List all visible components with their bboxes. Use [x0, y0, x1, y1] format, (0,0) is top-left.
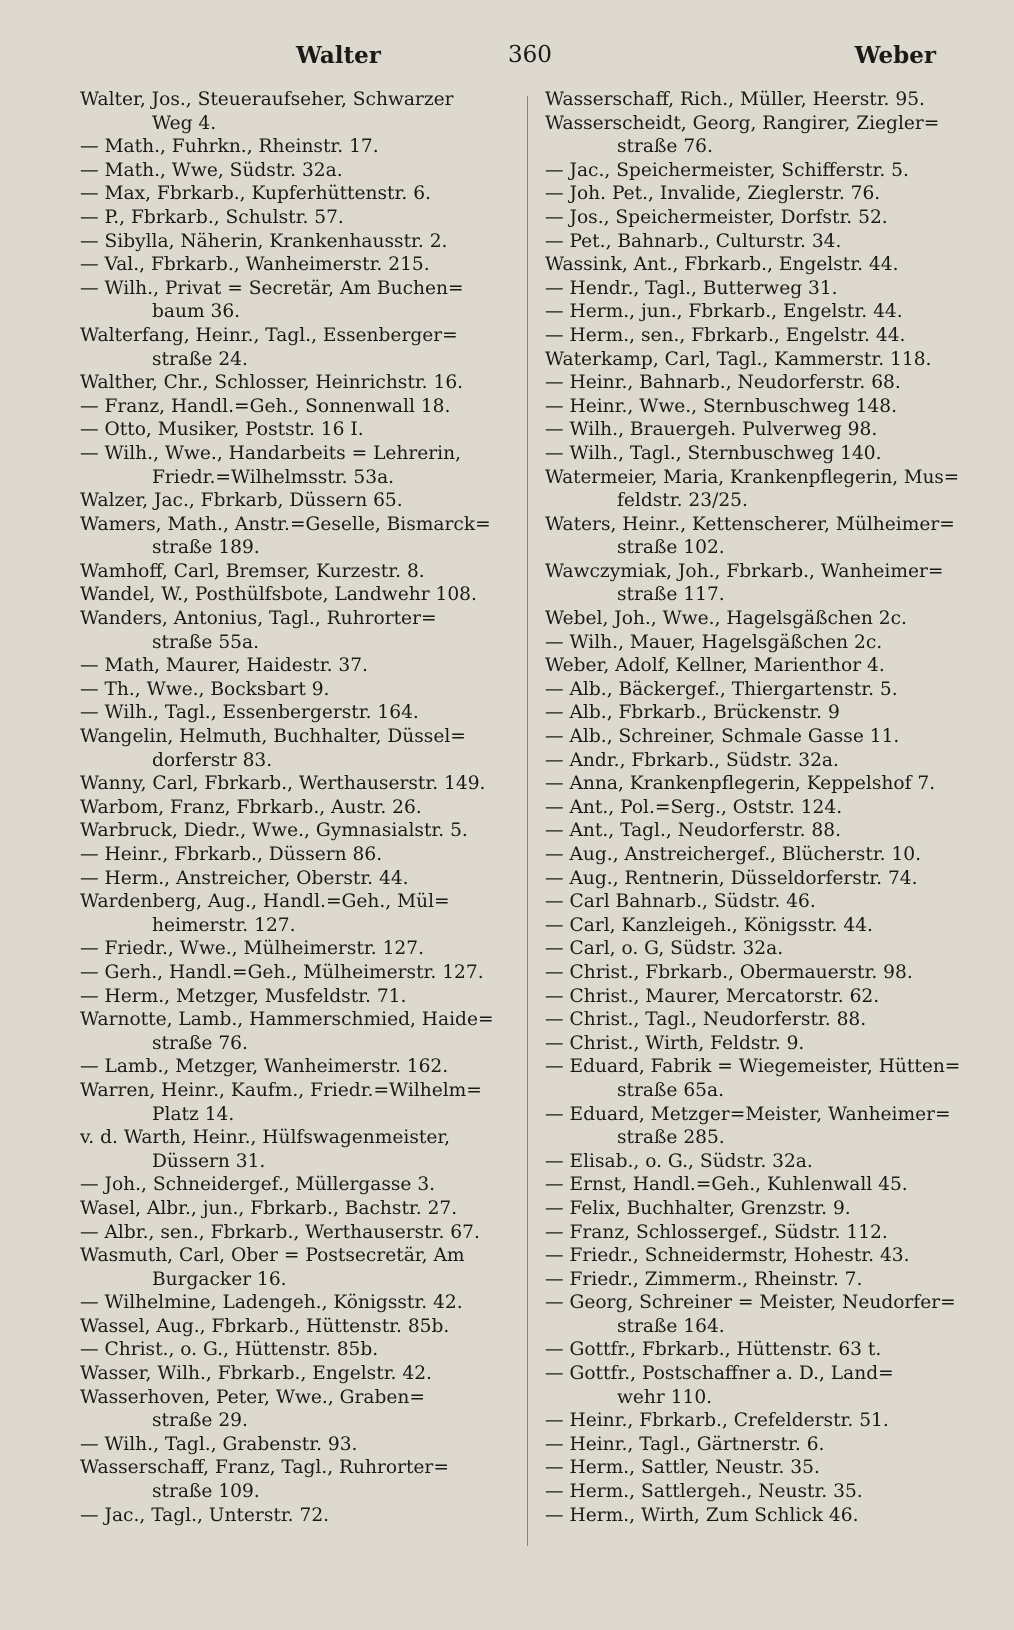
directory-entry	[545, 1433, 963, 1457]
entry-line: Walterfang, Heinr., Tagl., Essenberger=	[80, 324, 458, 346]
directory-entry	[80, 88, 512, 135]
directory-entry	[545, 796, 963, 820]
entry-line: — Alb., Bäckergef., Thiergartenstr. 5.	[545, 678, 898, 700]
entry-line: — Christ., Fbrkarb., Obermauerstr. 98.	[545, 961, 913, 983]
entry-line: Wasel, Albr., jun., Fbrkarb., Bachstr. 27.	[80, 1197, 458, 1219]
entry-line: Warbruck, Diedr., Wwe., Gymnasialstr. 5.	[80, 820, 468, 842]
entry-line: — Christ., Maurer, Mercatorstr. 62.	[545, 985, 880, 1007]
entry-line: Wamers, Math., Anstr.=Geselle, Bismarck=	[80, 513, 491, 535]
entry-line: — Pet., Bahnarb., Culturstr. 34.	[545, 230, 842, 252]
entry-continuation-line: straße 102.	[617, 537, 725, 559]
directory-entry	[545, 1244, 963, 1268]
entry-continuation-line: straße 76.	[617, 136, 713, 158]
directory-entry	[80, 1244, 512, 1291]
entry-line: — Herm., Sattler, Neustr. 35.	[545, 1457, 820, 1479]
directory-entry	[80, 1008, 512, 1055]
directory-entry	[545, 206, 963, 230]
directory-entry	[545, 1032, 963, 1056]
directory-entry	[80, 1386, 512, 1433]
directory-entry	[80, 1197, 512, 1221]
directory-entry	[80, 678, 512, 702]
directory-entry	[80, 701, 512, 725]
directory-entry	[545, 560, 963, 607]
directory-entry	[545, 843, 963, 867]
directory-entry	[80, 819, 512, 843]
directory-entry	[80, 489, 512, 513]
directory-entry	[545, 985, 963, 1009]
directory-entry	[80, 1362, 512, 1386]
directory-entry	[545, 371, 963, 395]
directory-entry	[80, 277, 512, 324]
directory-entry	[80, 159, 512, 183]
directory-entry	[545, 1362, 963, 1409]
entry-line: — Jac., Speichermeister, Schifferstr. 5.	[545, 159, 909, 181]
entry-line: — Otto, Musiker, Poststr. 16 I.	[80, 419, 364, 441]
directory-entry	[80, 961, 512, 985]
entry-continuation-line: straße 55a.	[152, 631, 259, 653]
entry-line: — Herm., Anstreicher, Oberstr. 44.	[80, 867, 409, 889]
entry-line: — Christ., Tagl., Neudorferstr. 88.	[545, 1009, 867, 1031]
directory-entry	[545, 442, 963, 466]
entry-line: — Christ., Wirth, Feldstr. 9.	[545, 1032, 805, 1054]
directory-entry	[545, 749, 963, 773]
entry-continuation-line: straße 285.	[617, 1127, 725, 1149]
entry-line: Walter, Jos., Steueraufseher, Schwarzer	[80, 89, 454, 110]
directory-entry	[80, 1126, 512, 1173]
directory-entry	[545, 631, 963, 655]
entry-line: — Felix, Buchhalter, Grenzstr. 9.	[545, 1197, 851, 1219]
directory-entry	[80, 1055, 512, 1079]
directory-entry	[80, 395, 512, 419]
entry-line: — Math., Wwe, Südstr. 32a.	[80, 159, 343, 181]
directory-entry	[545, 678, 963, 702]
entry-line: — Alb., Fbrkarb., Brückenstr. 9	[545, 702, 840, 724]
entry-line: — Gerh., Handl.=Geh., Mülheimerstr. 127.	[80, 961, 484, 983]
entry-line: — Franz, Schlossergef., Südstr. 112.	[545, 1221, 888, 1243]
entry-line: Wasser, Wilh., Fbrkarb., Engelstr. 42.	[80, 1363, 432, 1385]
page-number: 360	[508, 42, 552, 68]
directory-entry	[545, 1173, 963, 1197]
entry-line: Wardenberg, Aug., Handl.=Geh., Mül=	[80, 891, 450, 913]
directory-entry	[80, 253, 512, 277]
directory-entry	[545, 324, 963, 348]
directory-entry	[545, 395, 963, 419]
entry-line: — Albr., sen., Fbrkarb., Werthauserstr. 67.	[80, 1221, 480, 1243]
entry-line: — Heinr., Wwe., Sternbuschweg 148.	[545, 395, 898, 417]
entry-line: Wasserschaff, Franz, Tagl., Ruhrorter=	[80, 1457, 449, 1479]
directory-entry	[545, 961, 963, 985]
entry-line: v. d. Warth, Heinr., Hülfswagenmeister,	[80, 1127, 451, 1149]
entry-line: Warbom, Franz, Fbrkarb., Austr. 26.	[80, 796, 422, 818]
entry-continuation-line: Platz 14.	[152, 1103, 235, 1125]
directory-entry	[545, 1055, 963, 1102]
directory-entry	[545, 772, 963, 796]
directory-entry	[545, 607, 963, 631]
directory-entry	[80, 1338, 512, 1362]
entry-line: — Jos., Speichermeister, Dorfstr. 52.	[545, 206, 888, 228]
entry-line: — Math., Fuhrkn., Rheinstr. 17.	[80, 136, 379, 158]
directory-entry	[80, 1504, 512, 1528]
entry-line: — Anna, Krankenpflegerin, Keppelshof 7.	[545, 773, 936, 795]
entry-line: — Georg, Schreiner = Meister, Neudorfer=	[545, 1292, 956, 1314]
entry-line: — Heinr., Bahnarb., Neudorferstr. 68.	[545, 372, 901, 394]
entry-line: — P., Fbrkarb., Schulstr. 57.	[80, 206, 344, 228]
entry-line: — Gottfr., Postschaffner a. D., Land=	[545, 1363, 894, 1385]
directory-entry	[80, 867, 512, 891]
entry-line: — Andr., Fbrkarb., Südstr. 32a.	[545, 749, 839, 771]
directory-entry	[545, 159, 963, 183]
directory-entry	[545, 466, 963, 513]
entry-line: — Carl, o. G, Südstr. 32a.	[545, 938, 784, 960]
header-right-keyword: Weber	[854, 42, 936, 69]
directory-entry	[545, 867, 963, 891]
entry-line: — Carl Bahnarb., Südstr. 46.	[545, 891, 816, 913]
directory-entry	[545, 277, 963, 301]
directory-entry	[80, 890, 512, 937]
entry-line: — Wilhelmine, Ladengeh., Königsstr. 42.	[80, 1292, 463, 1314]
entry-line: — Jac., Tagl., Unterstr. 72.	[80, 1504, 330, 1526]
entry-line: — Friedr., Schneidermstr, Hohestr. 43.	[545, 1245, 910, 1267]
column-divider	[527, 96, 528, 1546]
entry-line: Wasserscheidt, Georg, Rangirer, Ziegler=	[545, 112, 940, 134]
entry-line: Walther, Chr., Schlosser, Heinrichstr. 16.	[80, 372, 464, 394]
entry-line: — Carl, Kanzleigeh., Königsstr. 44.	[545, 914, 873, 936]
directory-entry	[80, 843, 512, 867]
directory-entry	[80, 772, 512, 796]
entry-continuation-line: straße 109.	[152, 1481, 260, 1503]
directory-entry	[80, 607, 512, 654]
directory-entry	[80, 135, 512, 159]
entry-continuation-line: straße 65a.	[617, 1079, 724, 1101]
directory-entry	[545, 701, 963, 725]
entry-continuation-line: dorferstr 83.	[152, 749, 273, 771]
directory-entry	[80, 418, 512, 442]
entry-continuation-line: Burgacker 16.	[152, 1268, 287, 1290]
directory-entry	[545, 230, 963, 254]
left-column	[80, 88, 512, 1527]
entry-line: Walzer, Jac., Fbrkarb, Düssern 65.	[80, 490, 403, 512]
directory-entry	[80, 230, 512, 254]
directory-entry	[80, 182, 512, 206]
entry-continuation-line: wehr 110.	[617, 1386, 713, 1408]
entry-line: — Wilh., Brauergeh. Pulverweg 98.	[545, 419, 878, 441]
entry-line: — Heinr., Fbrkarb., Düssern 86.	[80, 844, 383, 865]
entry-line: — Gottfr., Fbrkarb., Hüttenstr. 63 t.	[545, 1339, 882, 1361]
header-left-keyword: Walter	[296, 42, 381, 69]
entry-line: — Ernst, Handl.=Geh., Kuhlenwall 45.	[545, 1174, 908, 1196]
directory-entry	[80, 513, 512, 560]
entry-line: Wanders, Antonius, Tagl., Ruhrorter=	[80, 608, 437, 630]
directory-entry	[80, 796, 512, 820]
page-header	[80, 42, 956, 82]
entry-line: Wanny, Carl, Fbrkarb., Werthauserstr. 149.	[80, 773, 486, 795]
entry-line: — Friedr., Wwe., Mülheimerstr. 127.	[80, 938, 424, 960]
directory-entry	[545, 182, 963, 206]
directory-entry	[80, 583, 512, 607]
directory-entry	[545, 890, 963, 914]
directory-entry	[80, 560, 512, 584]
directory-entry	[545, 1268, 963, 1292]
entry-line: Warren, Heinr., Kaufm., Friedr.=Wilhelm=	[80, 1079, 482, 1101]
entry-continuation-line: straße 189.	[152, 537, 260, 559]
entry-line: — Christ., o. G., Hüttenstr. 85b.	[80, 1339, 379, 1361]
entry-line: — Wilh., Tagl., Grabenstr. 93.	[80, 1433, 358, 1455]
directory-entry	[80, 1433, 512, 1457]
directory-entry	[80, 1315, 512, 1339]
entry-continuation-line: Friedr.=Wilhelmsstr. 53a.	[152, 466, 395, 488]
entry-line: Warnotte, Lamb., Hammerschmied, Haide=	[80, 1009, 494, 1031]
entry-line: Wassel, Aug., Fbrkarb., Hüttenstr. 85b.	[80, 1315, 450, 1337]
directory-entry	[545, 253, 963, 277]
directory-entry	[545, 1197, 963, 1221]
entry-line: — Wilh., Tagl., Essenbergerstr. 164.	[80, 702, 419, 724]
entry-line: — Ant., Tagl., Neudorferstr. 88.	[545, 820, 841, 842]
directory-entry	[80, 937, 512, 961]
directory-entry	[545, 1103, 963, 1150]
entry-line: — Herm., jun., Fbrkarb., Engelstr. 44.	[545, 301, 903, 323]
entry-line: — Th., Wwe., Bocksbart 9.	[80, 678, 330, 700]
directory-entry	[545, 914, 963, 938]
entry-line: — Heinr., Fbrkarb., Crefelderstr. 51.	[545, 1410, 889, 1432]
entry-continuation-line: straße 117.	[617, 584, 725, 606]
entry-line: — Aug., Anstreichergef., Blücherstr. 10.	[545, 844, 922, 865]
entry-line: — Herm., sen., Fbrkarb., Engelstr. 44.	[545, 324, 906, 346]
directory-entry	[545, 1338, 963, 1362]
entry-line: — Wilh., Privat = Secretär, Am Buchen=	[80, 277, 464, 299]
directory-entry	[80, 725, 512, 772]
entry-line: — Alb., Schreiner, Schmale Gasse 11.	[545, 726, 900, 748]
directory-entry	[80, 1173, 512, 1197]
entry-line: Wasmuth, Carl, Ober = Postsecretär, Am	[80, 1245, 465, 1267]
entry-line: — Friedr., Zimmerm., Rheinstr. 7.	[545, 1268, 863, 1290]
entry-continuation-line: straße 164.	[617, 1315, 725, 1337]
directory-entry	[80, 654, 512, 678]
entry-continuation-line: Düssern 31.	[152, 1150, 266, 1172]
entry-line: Wasserhoven, Peter, Wwe., Graben=	[80, 1386, 425, 1408]
directory-entry	[80, 1456, 512, 1503]
directory-entry	[545, 654, 963, 678]
entry-line: — Val., Fbrkarb., Wanheimerstr. 215.	[80, 254, 430, 276]
directory-entry	[545, 1291, 963, 1338]
right-column	[545, 88, 963, 1527]
entry-line: — Wilh., Tagl., Sternbuschweg 140.	[545, 442, 882, 464]
directory-entry	[545, 513, 963, 560]
entry-line: — Heinr., Tagl., Gärtnerstr. 6.	[545, 1433, 825, 1455]
directory-entry	[80, 442, 512, 489]
entry-line: Weber, Adolf, Kellner, Marienthor 4.	[545, 655, 885, 677]
directory-entry	[545, 1150, 963, 1174]
entry-line: — Herm., Metzger, Musfeldstr. 71.	[80, 985, 407, 1007]
entry-line: Waterkamp, Carl, Tagl., Kammerstr. 118.	[545, 348, 932, 370]
entry-line: Waters, Heinr., Kettenscherer, Mülheimer=	[545, 513, 955, 535]
entry-continuation-line: straße 29.	[152, 1410, 248, 1432]
directory-entry	[545, 1409, 963, 1433]
directory-entry	[80, 1079, 512, 1126]
entry-line: — Aug., Rentnerin, Düsseldorferstr. 74.	[545, 867, 918, 889]
entry-line: — Herm., Sattlergeh., Neustr. 35.	[545, 1481, 863, 1503]
entry-line: — Ant., Pol.=Serg., Oststr. 124.	[545, 796, 843, 818]
entry-line: — Wilh., Wwe., Handarbeits = Lehrerin,	[80, 442, 462, 464]
entry-line: — Wilh., Mauer, Hagelsgäßchen 2c.	[545, 631, 883, 653]
directory-entry	[545, 88, 963, 112]
directory-entry	[545, 937, 963, 961]
directory-entry	[80, 1221, 512, 1245]
entry-line: — Franz, Handl.=Geh., Sonnenwall 18.	[80, 395, 451, 417]
directory-entry	[545, 1504, 963, 1528]
entry-line: — Joh., Schneidergef., Müllergasse 3.	[80, 1174, 436, 1196]
entry-line: Webel, Joh., Wwe., Hagelsgäßchen 2c.	[545, 608, 907, 630]
entry-line: Wawczymiak, Joh., Fbrkarb., Wanheimer=	[545, 560, 944, 582]
entry-line: — Lamb., Metzger, Wanheimerstr. 162.	[80, 1056, 449, 1078]
entry-continuation-line: straße 76.	[152, 1032, 248, 1054]
directory-entry	[80, 206, 512, 230]
entry-line: Wandel, W., Posthülfsbote, Landwehr 108.	[80, 584, 477, 606]
directory-entry	[80, 1291, 512, 1315]
directory-entry	[545, 1008, 963, 1032]
entry-line: Watermeier, Maria, Krankenpflegerin, Mus=	[545, 466, 960, 488]
entry-line: — Hendr., Tagl., Butterweg 31.	[545, 277, 838, 299]
entry-line: — Max, Fbrkarb., Kupferhüttenstr. 6.	[80, 183, 431, 205]
directory-entry	[545, 1221, 963, 1245]
directory-entry	[545, 348, 963, 372]
entry-line: — Joh. Pet., Invalide, Zieglerstr. 76.	[545, 183, 881, 205]
entry-continuation-line: feldstr. 23/25.	[617, 490, 748, 512]
entry-line: Wassink, Ant., Fbrkarb., Engelstr. 44.	[545, 254, 899, 276]
directory-entry	[80, 371, 512, 395]
entry-line: — Sibylla, Näherin, Krankenhausstr. 2.	[80, 230, 448, 252]
directory-entry	[80, 324, 512, 371]
entry-line: — Math, Maurer, Haidestr. 37.	[80, 655, 368, 677]
directory-entry	[545, 418, 963, 442]
directory-entry	[80, 985, 512, 1009]
directory-entry	[545, 725, 963, 749]
entry-line: Wamhoff, Carl, Bremser, Kurzestr. 8.	[80, 560, 425, 582]
entry-line: — Eduard, Metzger=Meister, Wanheimer=	[545, 1103, 951, 1125]
directory-entry	[545, 819, 963, 843]
directory-entry	[545, 1456, 963, 1480]
entry-line: — Eduard, Fabrik = Wiegemeister, Hütten=	[545, 1056, 961, 1078]
entry-line: Wasserschaff, Rich., Müller, Heerstr. 95.	[545, 89, 925, 110]
directory-entry	[545, 1480, 963, 1504]
entry-continuation-line: Weg 4.	[152, 112, 217, 134]
entry-line: — Herm., Wirth, Zum Schlick 46.	[545, 1504, 859, 1526]
entry-continuation-line: straße 24.	[152, 348, 248, 370]
directory-entry	[545, 112, 963, 159]
entry-line: — Elisab., o. G., Südstr. 32a.	[545, 1150, 813, 1172]
entry-line: Wangelin, Helmuth, Buchhalter, Düssel=	[80, 726, 466, 748]
entry-continuation-line: heimerstr. 127.	[152, 914, 296, 936]
entry-continuation-line: baum 36.	[152, 301, 241, 323]
directory-entry	[545, 300, 963, 324]
